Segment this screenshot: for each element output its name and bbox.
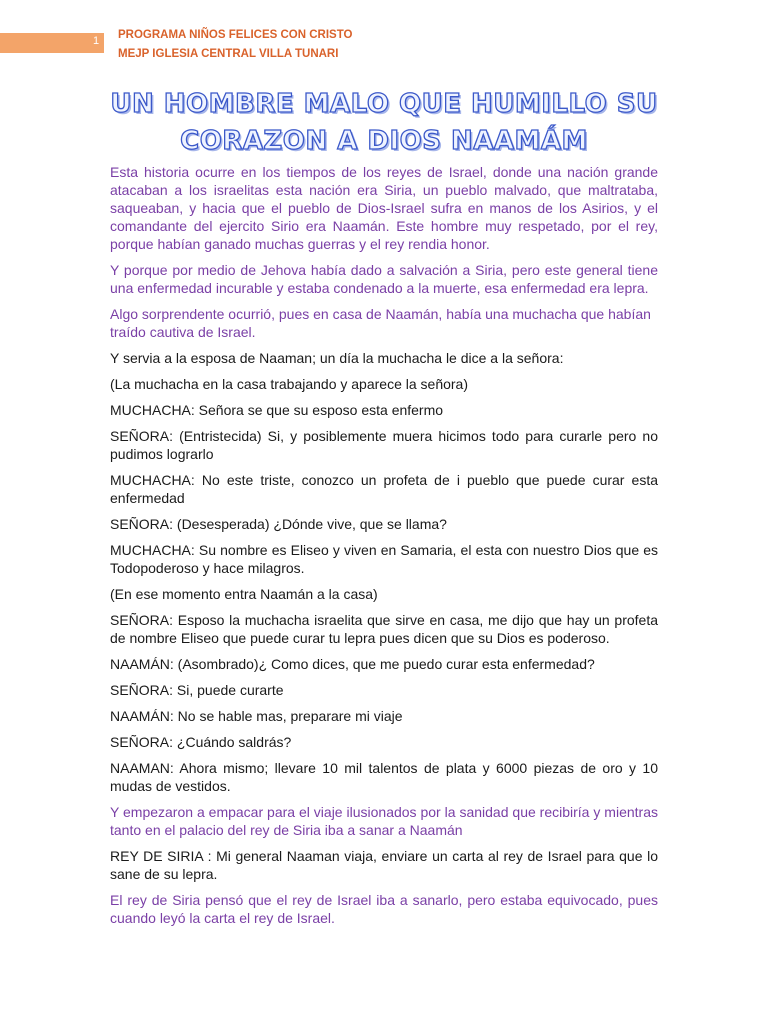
document-title	[0, 86, 768, 160]
page-header	[0, 26, 768, 66]
paragraph-stage-direction: (La muchacha en la casa trabajando y aparece la señora)	[110, 376, 468, 392]
paragraph-dialogue: NAAMÁN: No se hable mas, preparare mi viaje	[110, 708, 403, 724]
header-church-name: MEJP IGLESIA CENTRAL VILLA TUNARI	[118, 48, 339, 60]
paragraph-dialogue: SEÑORA: (Entristecida) Si, y posiblemente muera hicimos todo para curarle pero no pudimos lograrlo	[110, 428, 658, 462]
paragraph-narration: Algo sorprendente ocurrió, pues en casa de Naamán, había una muchacha que habían traído cautiva de Israel.	[110, 306, 651, 340]
story-body	[110, 163, 658, 935]
paragraph-stage-direction: (En ese momento entra Naamán a la casa)	[110, 586, 378, 602]
paragraph-dialogue: NAAMÁN: (Asombrado)¿ Como dices, que me puedo curar esta enfermedad?	[110, 656, 595, 672]
paragraph-dialogue: SEÑORA: Si, puede curarte	[110, 682, 284, 698]
paragraph-narration: El rey de Siria pensó que el rey de Israel iba a sanarlo, pero estaba equivocado, pues cuando leyó la carta el rey de Israel.	[110, 892, 658, 926]
paragraph-narration: Esta historia ocurre en los tiempos de los reyes de Israel, donde una nación grande atacaban a los israelitas esta nación era Siria, un pueblo malvado, que maltrataba, saqueaban, y hacia que el pueblo de Dios-Israel sufra en manos de los Asirios, y el comandante del ejercito Sirio era Naamán. Este hombre muy respetado, por el rey, porque habían ganado muchas guerras y el rey rendia honor.	[110, 164, 658, 252]
paragraph-dialogue: NAAMAN: Ahora mismo; llevare 10 mil talentos de plata y 6000 piezas de oro y 10 mudas de vestidos.	[110, 760, 658, 794]
page-number: 1	[92, 35, 100, 47]
paragraph-dialogue: SEÑORA: Esposo la muchacha israelita que sirve en casa, me dijo que hay un profeta de nombre Eliseo que puede curar tu lepra pues dicen que su Dios es poderoso.	[110, 612, 658, 646]
title-line-1: UN HOMBRE MALO QUE HUMILLO SU	[110, 89, 658, 119]
paragraph-dialogue: MUCHACHA: Señora se que su esposo esta enfermo	[110, 402, 444, 418]
paragraph-dialogue: MUCHACHA: Su nombre es Eliseo y viven en Samaria, el esta con nuestro Dios que es Todopoderoso y hace milagros.	[110, 542, 658, 576]
page-number-tab	[0, 33, 104, 53]
header-text	[118, 26, 353, 64]
title-line-2: CORAZON A DIOS NAAMÁM	[180, 126, 588, 156]
paragraph-dialogue: MUCHACHA: No este triste, conozco un profeta de i pueblo que puede curar esta enfermedad	[110, 472, 658, 506]
paragraph-dialogue: SEÑORA: (Desesperada) ¿Dónde vive, que se llama?	[110, 516, 447, 532]
paragraph-dialogue: REY DE SIRIA : Mi general Naaman viaja, enviare un carta al rey de Israel para que lo sane de su lepra.	[110, 848, 658, 882]
paragraph-narration: Y empezaron a empacar para el viaje ilusionados por la sanidad que recibiría y mientras tanto en el palacio del rey de Siria iba a sanar a Naamán	[110, 804, 658, 838]
paragraph-dialogue: Y servia a la esposa de Naaman; un día la muchacha le dice a la señora:	[110, 350, 564, 366]
header-program-name: PROGRAMA NIÑOS FELICES CON CRISTO	[118, 29, 353, 41]
paragraph-dialogue: SEÑORA: ¿Cuándo saldrás?	[110, 734, 292, 750]
paragraph-narration: Y porque por medio de Jehova había dado a salvación a Siria, pero este general tiene una enfermedad incurable y estaba condenado a la muerte, esa enfermedad era lepra.	[110, 262, 658, 296]
